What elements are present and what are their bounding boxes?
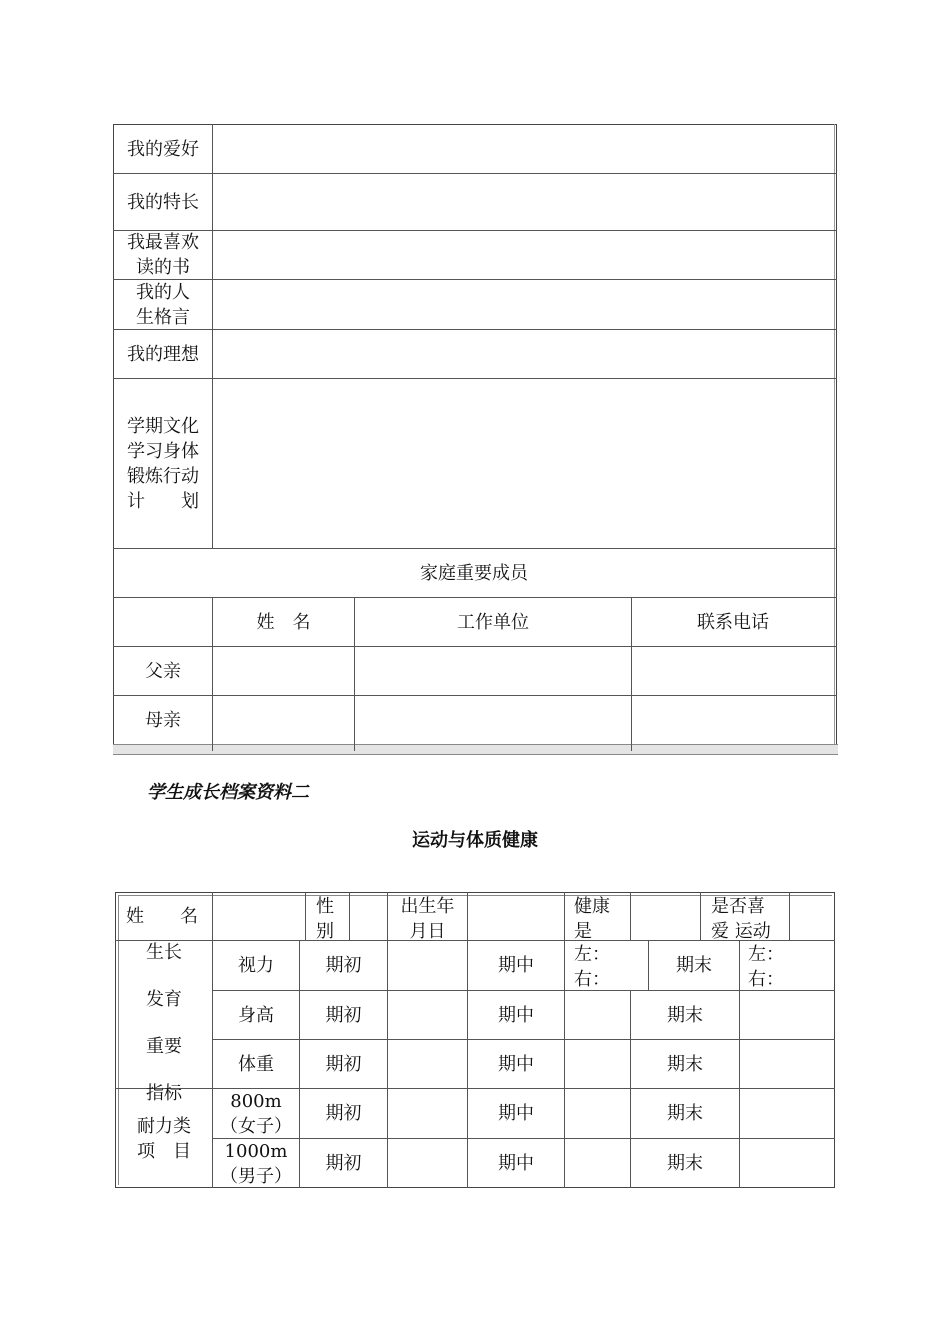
growth-group-label: 生长 发育 重要 指标 — [146, 942, 182, 1104]
vision-start-value[interactable] — [388, 941, 467, 990]
table1-bottom-band — [113, 744, 838, 755]
ideal-value[interactable] — [213, 330, 833, 378]
height-start-label: 期初 — [325, 1004, 362, 1026]
vision-end-label: 期末 — [676, 955, 712, 976]
father-name[interactable] — [213, 647, 354, 695]
height-start-value[interactable] — [388, 991, 467, 1039]
table1-right-shadow — [834, 124, 835, 751]
favorite-book-label: 我最喜欢 读的书 — [127, 232, 199, 278]
weight-label: 体重 — [238, 1053, 274, 1075]
weight-end-label: 期末 — [667, 1053, 703, 1075]
name-label: 姓 名 — [126, 906, 198, 927]
father-work[interactable] — [355, 647, 631, 695]
height-end-label: 期末 — [667, 1004, 703, 1026]
vision-end-value[interactable]: 左： 右： — [748, 944, 784, 990]
life-motto-value[interactable] — [213, 280, 833, 329]
specialty-value[interactable] — [213, 174, 833, 230]
vision-mid-label: 期中 — [498, 955, 534, 976]
family-col-name: 姓 名 — [256, 611, 311, 633]
hobby-label: 我的爱好 — [127, 138, 199, 160]
run-800m-end-value[interactable] — [740, 1089, 834, 1138]
endurance-group-label: 耐力类 项 目 — [137, 1115, 191, 1162]
height-mid-value[interactable] — [565, 991, 630, 1039]
run-1000m-label: 1000m （男子） — [220, 1140, 292, 1187]
weight-mid-value[interactable] — [565, 1040, 630, 1088]
likes-sport-value[interactable] — [790, 893, 834, 940]
mother-name[interactable] — [213, 696, 354, 744]
name-value[interactable] — [213, 893, 305, 940]
health-label: 健康 是 — [574, 896, 610, 942]
run-800m-end-label: 期末 — [667, 1103, 703, 1124]
vision-start-label: 期初 — [325, 955, 362, 976]
semester-plan-label: 学期文化 学习身体 锻炼行动 计 划 — [127, 415, 199, 512]
height-mid-label: 期中 — [498, 1004, 534, 1026]
father-phone[interactable] — [632, 647, 834, 695]
sub-title: 运动与体质健康 — [412, 830, 538, 851]
birth-label: 出生年 月日 — [400, 896, 455, 942]
vision-label: 视力 — [238, 955, 274, 976]
height-label: 身高 — [238, 1004, 274, 1026]
weight-mid-label: 期中 — [498, 1053, 534, 1075]
height-end-value[interactable] — [740, 991, 834, 1039]
growth-group-cell — [116, 941, 212, 1104]
family-col-work: 工作单位 — [457, 611, 529, 633]
run-800m-mid-label: 期中 — [498, 1103, 534, 1124]
mother-phone[interactable] — [632, 696, 834, 744]
weight-start-value[interactable] — [388, 1040, 467, 1088]
birth-value[interactable] — [468, 893, 564, 940]
gender-label: 性 别 — [316, 896, 334, 942]
ideal-label: 我的理想 — [127, 343, 199, 365]
run-800m-start-value[interactable] — [388, 1089, 467, 1138]
specialty-label: 我的特长 — [127, 191, 199, 213]
weight-start-label: 期初 — [325, 1053, 362, 1075]
favorite-book-value[interactable] — [213, 231, 833, 279]
vision-mid-value[interactable]: 左： 右： — [574, 944, 610, 990]
mother-label: 母亲 — [145, 709, 181, 731]
run-1000m-start-value[interactable] — [388, 1139, 467, 1188]
section-title: 学生成长档案资料二 — [147, 782, 309, 803]
semester-plan-value[interactable] — [213, 379, 833, 548]
health-value[interactable] — [631, 893, 700, 940]
weight-end-value[interactable] — [740, 1040, 834, 1088]
gender-value[interactable] — [350, 893, 387, 940]
likes-sport-label: 是否喜 爱 运动 — [711, 896, 771, 942]
hobby-value[interactable] — [213, 125, 833, 173]
run-1000m-mid-value[interactable] — [565, 1139, 630, 1188]
run-1000m-mid-label: 期中 — [498, 1153, 534, 1174]
run-1000m-start-label: 期初 — [325, 1153, 362, 1174]
run-1000m-end-label: 期末 — [667, 1153, 703, 1174]
life-motto-label: 我的人 生格言 — [136, 281, 190, 328]
run-800m-label: 800m （女子） — [220, 1090, 292, 1137]
family-members-header: 家庭重要成员 — [420, 562, 528, 584]
family-col-phone: 联系电话 — [697, 611, 769, 633]
mother-work[interactable] — [355, 696, 631, 744]
run-800m-start-label: 期初 — [325, 1103, 362, 1124]
run-800m-mid-value[interactable] — [565, 1089, 630, 1138]
run-1000m-end-value[interactable] — [740, 1139, 834, 1188]
father-label: 父亲 — [145, 660, 181, 682]
